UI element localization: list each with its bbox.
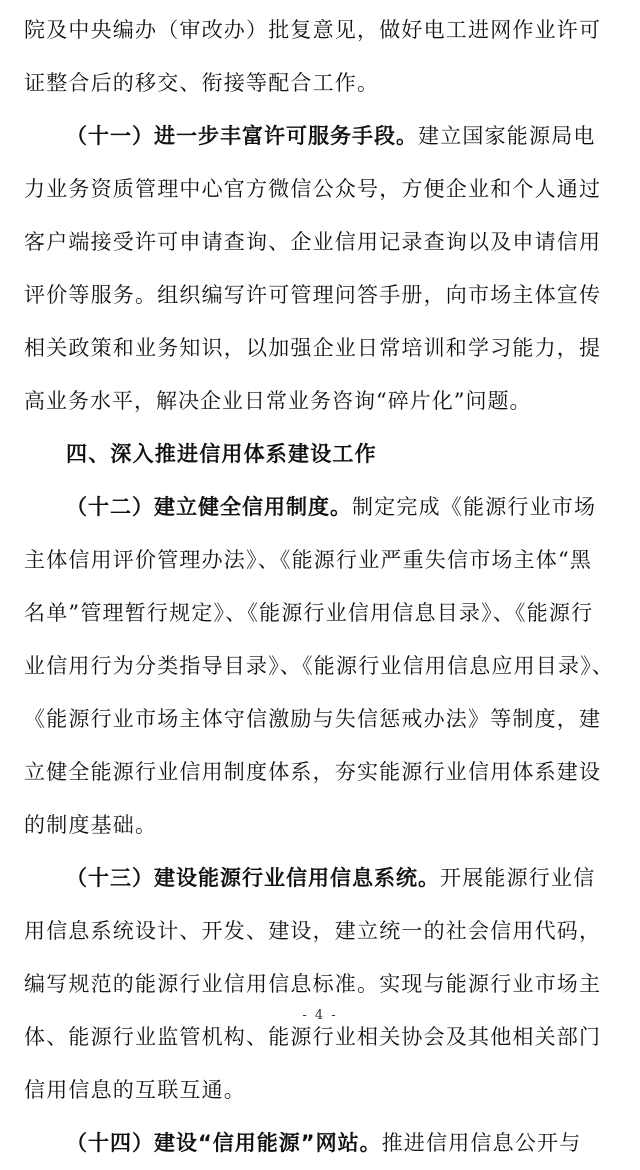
section-14-title: （十四）建设“信用能源”网站。 (66, 1131, 382, 1155)
body-line-13 (24, 640, 616, 693)
page-number: - 4 - (302, 1008, 338, 1023)
line-text: 体、能源行业监管机构、能源行业相关协会及其他相关部门 (24, 1025, 602, 1049)
line-text: 证整合后的移交、衔接等配合工作。 (24, 71, 380, 95)
body-line-8 (24, 375, 616, 428)
body-line-7 (24, 322, 616, 375)
body-line-18 (24, 905, 616, 958)
line-text: 客户端接受许可申请查询、企业信用记录查询以及申请信用 (24, 230, 602, 254)
chapter-heading-line (24, 428, 616, 481)
chapter-heading: 四、深入推进信用体系建设工作 (66, 442, 377, 466)
body-line-4 (24, 163, 616, 216)
document-body (24, 4, 616, 1170)
body-line-16 (24, 799, 616, 852)
section-12-title-line (24, 481, 616, 534)
line-text: 立健全能源行业信用制度体系，夯实能源行业信用体系建设 (24, 760, 602, 784)
line-text: 推进信用信息公开与 (381, 1131, 582, 1155)
section-13-title-line (24, 852, 616, 905)
body-line-14 (24, 693, 616, 746)
line-text: 评价等服务。组织编写许可管理问答手册，向市场主体宣传 (24, 283, 602, 307)
line-text: 业信用行为分类指导目录》、《能源行业信用信息应用目录》、 (24, 654, 615, 678)
line-text: 名单”管理暂行规定》、《能源行业信用信息目录》、《能源行 (24, 601, 594, 625)
line-text: 建立国家能源局电 (418, 124, 596, 148)
section-12-title: （十二）建立健全信用制度。 (66, 495, 352, 519)
line-text: 编写规范的能源行业信用信息标准。实现与能源行业市场主 (24, 972, 602, 996)
line-text: 制定完成《能源行业市场 (352, 495, 597, 519)
body-line-19 (24, 958, 616, 1011)
section-11-title: （十一）进一步丰富许可服务手段。 (66, 124, 418, 148)
section-13-title: （十三）建设能源行业信用信息系统。 (66, 866, 440, 890)
body-line-15 (24, 746, 616, 799)
line-text: 《能源行业市场主体守信激励与失信惩戒办法》等制度，建 (24, 707, 602, 731)
line-text: 力业务资质管理中心官方微信公众号，方便企业和个人通过 (24, 177, 602, 201)
body-line-12 (24, 587, 616, 640)
body-line-2 (24, 57, 616, 110)
body-line-11 (24, 534, 616, 587)
line-text: 用信息系统设计、开发、建设，建立统一的社会信用代码， (24, 919, 602, 943)
line-text: 主体信用评价管理办法》、《能源行业严重失信市场主体“黑 (24, 548, 593, 572)
line-text: 高业务水平，解决企业日常业务咨询“碎片化”问题。 (24, 389, 532, 413)
body-line-6 (24, 269, 616, 322)
body-line-21 (24, 1064, 616, 1117)
section-14-title-line (24, 1117, 616, 1170)
line-text: 院及中央编办（审改办）批复意见，做好电工进网作业许可 (24, 18, 602, 42)
line-text: 信用信息的互联互通。 (24, 1078, 246, 1102)
body-line-5 (24, 216, 616, 269)
line-text: 相关政策和业务知识，以加强企业日常培训和学习能力，提 (24, 336, 602, 360)
line-text: 开展能源行业信 (440, 866, 596, 890)
section-11-title-line (24, 110, 616, 163)
line-text: 的制度基础。 (24, 813, 158, 837)
body-line-1 (24, 4, 616, 57)
